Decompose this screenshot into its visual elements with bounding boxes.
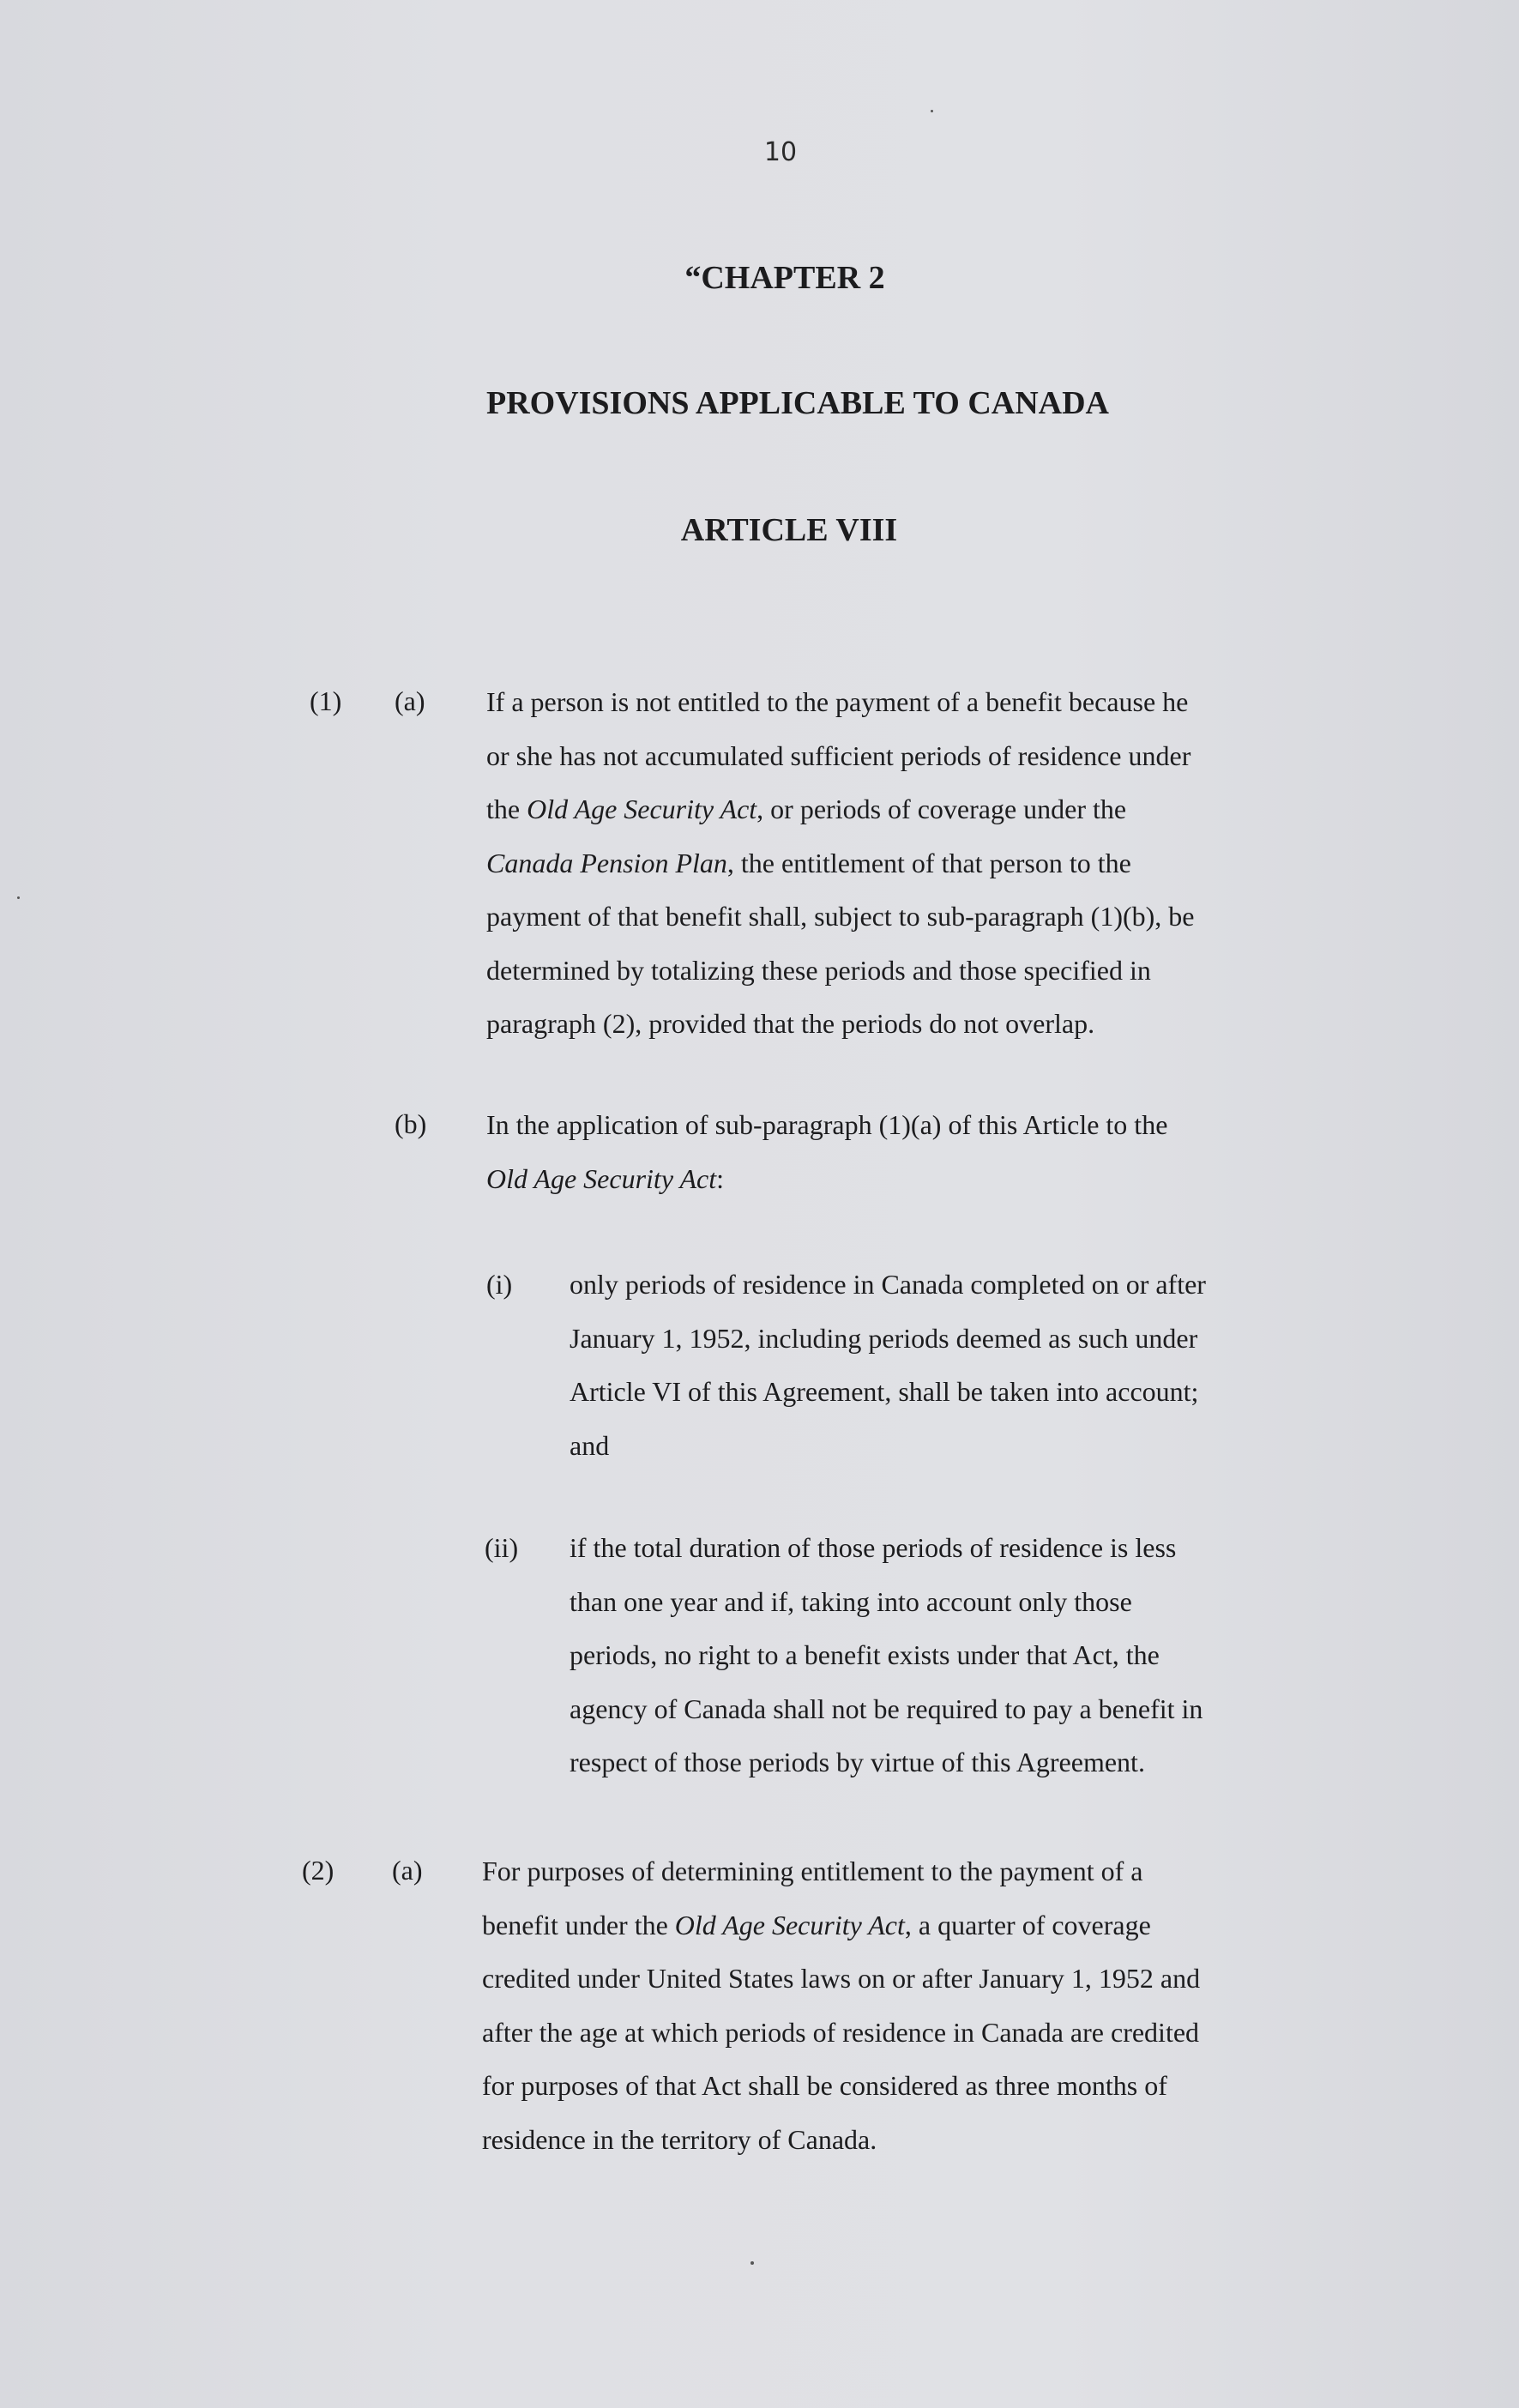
line	[486, 794, 1126, 824]
italic-act-name: Old Age Security Act	[674, 1909, 905, 1940]
line: If a person is not entitled to the payment of a benefit because he	[486, 686, 1189, 717]
paragraph-2a-text	[482, 1844, 1288, 2166]
line	[482, 1910, 1151, 1940]
line: determined by totalizing these periods and those specified in	[486, 954, 1151, 986]
line: credited under United States laws on or after January 1, 1952 and	[482, 1963, 1201, 1994]
text-fragment: :	[716, 1162, 724, 1194]
italic-plan-name: Canada Pension Plan	[486, 847, 727, 878]
page-number: 10	[763, 137, 798, 167]
clause-ii-text	[570, 1521, 1290, 1789]
paragraph-label-2: (2)	[302, 1855, 335, 1886]
line: and	[570, 1429, 610, 1461]
line	[486, 848, 1131, 878]
text-fragment: , a quarter of coverage	[904, 1909, 1151, 1940]
paragraph-1b-text	[486, 1098, 1293, 1205]
line: only periods of residence in Canada completed on or after	[570, 1269, 1206, 1300]
text-fragment: , the entitlement of that person to the	[726, 847, 1131, 878]
line: for purposes of that Act shall be considered as three months of	[482, 2070, 1167, 2101]
line: January 1, 1952, including periods deemed as such under	[570, 1322, 1198, 1354]
scan-speck	[17, 896, 20, 899]
text-fragment: , or periods of coverage under the	[756, 794, 1127, 824]
line: For purposes of determining entitlement to the payment of a	[482, 1856, 1143, 1886]
line: agency of Canada shall not be required to pay a benefit in	[570, 1693, 1203, 1724]
italic-act-name: Old Age Security Act	[527, 794, 757, 824]
clause-label-i: (i)	[486, 1269, 513, 1300]
clause-label-ii: (ii)	[485, 1532, 519, 1563]
line: residence in the territory of Canada.	[482, 2123, 877, 2155]
italic-act-name: Old Age Security Act	[486, 1162, 717, 1194]
line: than one year and if, taking into account only those	[570, 1585, 1132, 1617]
article-heading: ARTICLE VIII	[680, 512, 898, 548]
line: if the total duration of those periods of residence is less	[570, 1532, 1177, 1563]
paragraph-label-1: (1)	[310, 685, 342, 716]
subparagraph-label-1b: (b)	[395, 1108, 427, 1139]
line: paragraph (2), provided that the periods do not overlap.	[486, 1008, 1095, 1039]
line: payment of that benefit shall, subject to sub-paragraph (1)(b), be	[486, 901, 1195, 932]
line: respect of those periods by virtue of this Agreement.	[570, 1747, 1145, 1777]
paragraph-1a-text	[486, 675, 1293, 1051]
line: after the age at which periods of residence in Canada are credited	[482, 2016, 1200, 2048]
line: periods, no right to a benefit exists under that Act, the	[570, 1639, 1160, 1670]
text-fragment: the	[486, 794, 527, 824]
line	[486, 1163, 724, 1194]
line: Article VI of this Agreement, shall be taken into account;	[570, 1376, 1199, 1407]
chapter-heading: “CHAPTER 2	[684, 260, 885, 296]
line: In the application of sub-paragraph (1)(a) of this Article to the	[486, 1109, 1168, 1140]
subparagraph-label-1a: (a)	[395, 685, 425, 716]
scan-speck	[931, 110, 933, 112]
line: or she has not accumulated sufficient periods of residence under	[486, 739, 1191, 771]
section-title: PROVISIONS APPLICABLE TO CANADA	[485, 385, 1109, 421]
scan-speck	[750, 2261, 754, 2265]
clause-i-text	[570, 1258, 1290, 1472]
subparagraph-label-2a: (a)	[392, 1855, 423, 1886]
text-fragment: benefit under the	[482, 1909, 675, 1940]
